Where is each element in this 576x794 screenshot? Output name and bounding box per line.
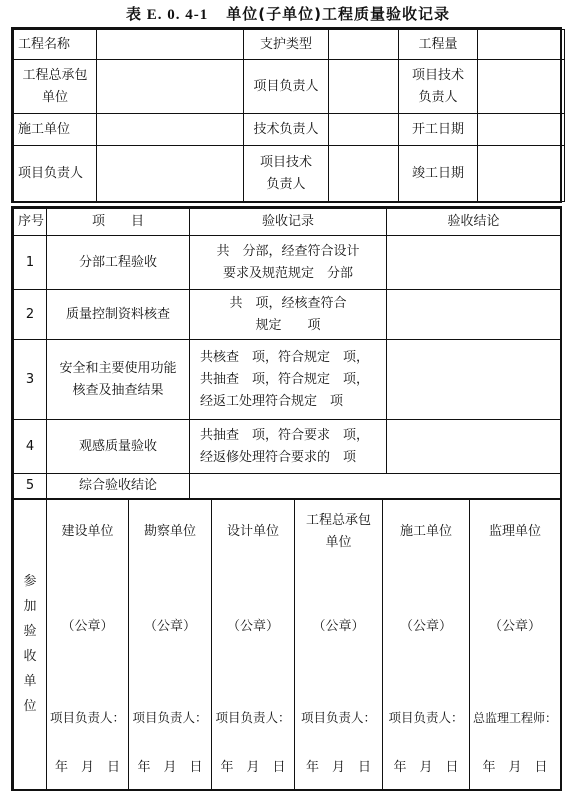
unit-name-line: 勘察单位 [143, 524, 196, 539]
start-date-value[interactable] [478, 114, 565, 146]
row-record-line: 共 分部，经查符合设计 [216, 243, 360, 259]
unit-name-line: 建设单位 [61, 524, 114, 539]
unit-name-line: 施工单位 [399, 524, 452, 539]
row-conclusion[interactable] [387, 340, 561, 420]
table-row [14, 474, 561, 499]
seal-supervision[interactable]: （公章） [470, 564, 561, 689]
date-general-contractor[interactable]: 年 月 日 [295, 747, 383, 789]
seal-owner[interactable]: （公章） [47, 564, 129, 689]
row-no: 2 [14, 290, 47, 340]
support-type-label: 支护类型 [244, 30, 329, 60]
side-label-char: 参 [23, 574, 37, 590]
row-record [190, 290, 387, 340]
row-item-line: 观感质量验收 [78, 438, 157, 454]
signer-construction[interactable]: 项目负责人： [383, 689, 470, 747]
signer-general-contractor[interactable]: 项目负责人： [295, 689, 383, 747]
tech-lead-label [399, 60, 478, 114]
row-record-line: 规定 项 [255, 317, 321, 333]
participating-units-table [11, 500, 562, 791]
row-item-line: 综合验收结论 [78, 478, 157, 493]
general-contractor-value[interactable] [97, 60, 244, 114]
row-item-line: 安全和主要使用功能 [59, 360, 177, 376]
row-item-line: 分部工程验收 [78, 254, 157, 270]
row-record [190, 340, 387, 420]
general-contractor-label-line1: 工程总承包 [22, 67, 88, 83]
project-name-label: 工程名称 [14, 30, 97, 60]
unit-name-line: 监理单位 [488, 524, 541, 539]
construction-unit-value[interactable] [97, 114, 244, 146]
seal-general-contractor[interactable]: （公章） [295, 564, 383, 689]
row-conclusion[interactable] [387, 420, 561, 474]
row-record-line: 经返工处理符合规定 项 [200, 393, 344, 409]
project-lead-value[interactable] [97, 146, 244, 202]
header-no: 序号 [14, 209, 47, 236]
completion-date-label: 竣工日期 [399, 146, 478, 202]
row-conclusion[interactable] [387, 290, 561, 340]
row-conclusion[interactable] [387, 236, 561, 290]
tech-lead2-label-line1: 项目技术 [259, 154, 312, 170]
side-label-char: 单 [23, 674, 37, 690]
unit-name-supervision [470, 500, 561, 564]
row-record [190, 236, 387, 290]
row-item [47, 340, 190, 420]
signer-owner[interactable]: 项目负责人： [47, 689, 129, 747]
unit-name-line: 工程总承包 [305, 513, 371, 528]
row-record-line: 经返修处理符合要求的 项 [200, 449, 357, 465]
row-record-line: 共抽查 项，符合要求 项， [200, 427, 370, 443]
row-record [190, 420, 387, 474]
start-date-label: 开工日期 [399, 114, 478, 146]
table-number: 表 E. 0. 4-1 [126, 7, 209, 23]
side-label-char: 位 [23, 699, 37, 715]
row-record-line: 共抽查 项，符合规定 项， [200, 371, 370, 387]
tech-lead2-label [244, 146, 329, 202]
signer-design[interactable]: 项目负责人： [212, 689, 295, 747]
signer-survey[interactable]: 项目负责人： [129, 689, 212, 747]
tech-lead2-value[interactable] [329, 146, 399, 202]
header-record: 验收记录 [190, 209, 387, 236]
date-survey[interactable]: 年 月 日 [129, 747, 212, 789]
tech-lead2-label-line2: 负责人 [266, 176, 306, 192]
table-title: 单位(子单位)工程质量验收记录 [226, 5, 450, 23]
general-contractor-label [14, 60, 97, 114]
row-no: 4 [14, 420, 47, 474]
page-title [0, 3, 576, 24]
row-record-line: 要求及规范规定 分部 [222, 265, 353, 281]
support-type-value[interactable] [329, 30, 399, 60]
project-lead-label: 项目负责人 [14, 146, 97, 202]
seal-design[interactable]: （公章） [212, 564, 295, 689]
row-no: 5 [14, 474, 47, 499]
row-item [47, 474, 190, 499]
date-supervision[interactable]: 年 月 日 [470, 747, 561, 789]
unit-name-line: 单位 [325, 535, 352, 550]
row-item [47, 236, 190, 290]
table-row [14, 340, 561, 420]
tech-lead-value[interactable] [478, 60, 565, 114]
side-label-char: 收 [23, 649, 37, 665]
row-record-line: 共核查 项，符合规定 项， [200, 349, 370, 365]
row-no: 1 [14, 236, 47, 290]
unit-name-design [212, 500, 295, 564]
quantity-value[interactable] [478, 30, 565, 60]
tech-manager-label: 技术负责人 [244, 114, 329, 146]
unit-name-construction [383, 500, 470, 564]
overall-conclusion-value[interactable] [190, 474, 561, 499]
row-item [47, 290, 190, 340]
unit-name-line: 设计单位 [226, 524, 279, 539]
construction-unit-label: 施工单位 [14, 114, 97, 146]
row-record-line: 共 项，经核查符合 [229, 295, 347, 311]
row-item-line: 质量控制资料核查 [65, 306, 170, 322]
signer-supervision[interactable]: 总监理工程师： [470, 689, 561, 747]
unit-name-survey [129, 500, 212, 564]
participating-units-side-label [14, 500, 47, 789]
table-row [14, 420, 561, 474]
seal-construction[interactable]: （公章） [383, 564, 470, 689]
project-info-table [11, 27, 562, 203]
date-owner[interactable]: 年 月 日 [47, 747, 129, 789]
date-construction[interactable]: 年 月 日 [383, 747, 470, 789]
date-design[interactable]: 年 月 日 [212, 747, 295, 789]
header-item: 项 目 [47, 209, 190, 236]
header-conclusion: 验收结论 [387, 209, 561, 236]
side-label-char: 验 [23, 624, 37, 640]
table-row [14, 290, 561, 340]
row-no: 3 [14, 340, 47, 420]
side-label-char: 加 [23, 599, 37, 615]
general-contractor-label-line2: 单位 [41, 89, 68, 105]
acceptance-items-table [11, 206, 562, 500]
seal-survey[interactable]: （公章） [129, 564, 212, 689]
quantity-label: 工程量 [399, 30, 478, 60]
table-row [14, 236, 561, 290]
tech-lead-label-line1: 项目技术 [411, 67, 464, 83]
tech-lead-label-line2: 负责人 [418, 89, 458, 105]
project-manager-value[interactable] [329, 60, 399, 114]
completion-date-value[interactable] [478, 146, 565, 202]
unit-name-owner [47, 500, 129, 564]
project-name-value[interactable] [97, 30, 244, 60]
row-item [47, 420, 190, 474]
project-manager-label: 项目负责人 [244, 60, 329, 114]
unit-name-general-contractor [295, 500, 383, 564]
row-item-line: 核查及抽查结果 [72, 382, 164, 398]
tech-manager-value[interactable] [329, 114, 399, 146]
